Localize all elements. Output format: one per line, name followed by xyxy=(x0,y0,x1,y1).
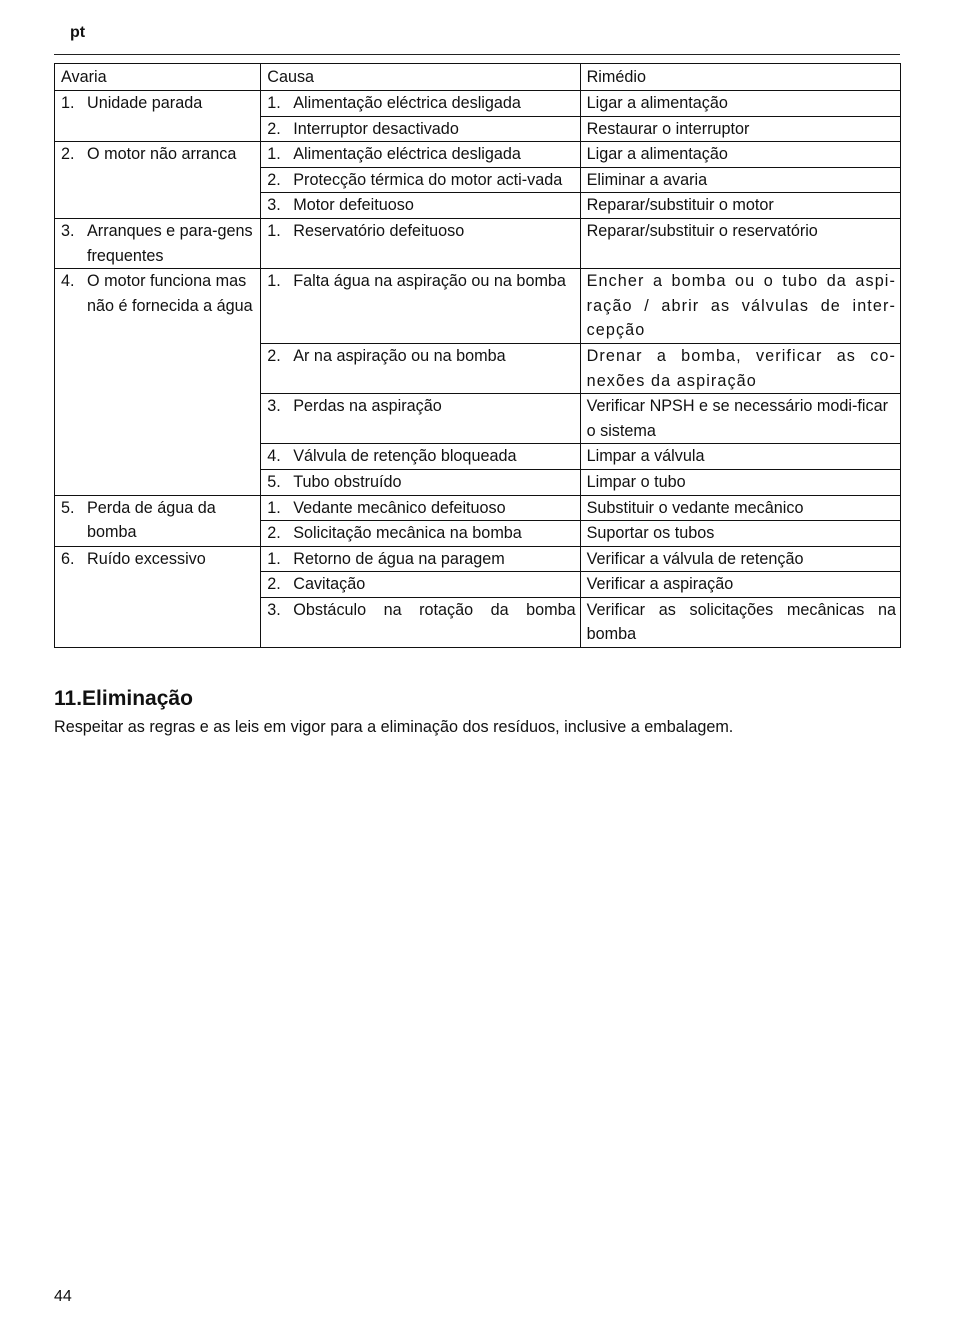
fault-cell xyxy=(55,495,261,546)
cause-number: 1. xyxy=(267,221,281,240)
remedy-cell: Verificar as solicitações mecânicas na bomba xyxy=(580,597,900,647)
fault-text: Arranques e para-gens frequentes xyxy=(87,221,253,265)
cause-cell xyxy=(261,269,580,344)
cause-number: 2. xyxy=(267,170,281,189)
page-number: 44 xyxy=(54,1288,72,1305)
fault-number: 2. xyxy=(61,145,75,164)
section-title: 11.Eliminação xyxy=(54,687,193,710)
header-causa: Causa xyxy=(261,64,580,91)
cause-number: 4. xyxy=(267,447,281,466)
remedy-cell: Reparar/substituir o reservatório xyxy=(580,218,900,268)
cause-cell xyxy=(261,546,580,572)
remedy-cell: Restaurar o interruptor xyxy=(580,116,900,142)
cause-text: Falta água na aspiração ou na bomba xyxy=(293,272,566,291)
cause-cell xyxy=(261,343,580,393)
cause-number: 5. xyxy=(267,472,281,491)
cause-cell xyxy=(261,444,580,470)
fault-cell xyxy=(55,269,261,495)
cause-text: Vedante mecânico defeituoso xyxy=(293,498,506,517)
cause-cell xyxy=(261,218,580,268)
cause-text: Retorno de água na paragem xyxy=(293,549,505,568)
table-row xyxy=(55,495,901,521)
troubleshooting-table xyxy=(54,63,901,648)
table-header-row xyxy=(55,64,901,91)
cause-text: Interruptor desactivado xyxy=(293,119,459,138)
cause-text: Cavitação xyxy=(293,575,366,594)
language-code: pt xyxy=(70,24,86,41)
remedy-cell: Reparar/substituir o motor xyxy=(580,193,900,219)
remedy-cell: Verificar a válvula de retenção xyxy=(580,546,900,572)
cause-cell xyxy=(261,394,580,444)
remedy-cell: Drenar a bomba, verificar as co-nexões da aspiração xyxy=(580,343,900,393)
remedy-cell: Suportar os tubos xyxy=(580,521,900,547)
cause-text: Motor defeituoso xyxy=(293,196,414,215)
cause-text: Alimentação eléctrica desligada xyxy=(293,145,521,164)
cause-cell xyxy=(261,521,580,547)
cause-text: Protecção térmica do motor acti-vada xyxy=(293,170,563,189)
remedy-cell: Limpar a válvula xyxy=(580,444,900,470)
cause-cell xyxy=(261,469,580,495)
remedy-cell: Limpar o tubo xyxy=(580,469,900,495)
fault-number: 3. xyxy=(61,221,75,240)
cause-number: 2. xyxy=(267,575,281,594)
fault-cell xyxy=(55,91,261,142)
remedy-cell: Eliminar a avaria xyxy=(580,167,900,193)
cause-text: Válvula de retenção bloqueada xyxy=(293,447,517,466)
cause-number: 3. xyxy=(267,196,281,215)
cause-number: 1. xyxy=(267,145,281,164)
table-row xyxy=(55,218,901,268)
cause-text: Alimentação eléctrica desligada xyxy=(293,94,521,112)
cause-cell xyxy=(261,572,580,598)
cause-cell xyxy=(261,142,580,168)
table-row xyxy=(55,91,901,117)
section-body: Respeitar as regras e as leis em vigor para a eliminação dos resíduos, inclusive a embalagem. xyxy=(54,718,734,736)
cause-number: 3. xyxy=(267,600,281,619)
fault-cell xyxy=(55,218,261,268)
cause-text: Reservatório defeituoso xyxy=(293,221,465,240)
fault-text: O motor funciona mas não é fornecida a água xyxy=(87,272,253,315)
fault-cell xyxy=(55,546,261,647)
cause-cell xyxy=(261,91,580,117)
cause-cell xyxy=(261,495,580,521)
table-row xyxy=(55,142,901,168)
cause-text: Tubo obstruído xyxy=(293,472,402,491)
header-avaria: Avaria xyxy=(55,64,261,91)
fault-text: Unidade parada xyxy=(87,94,203,112)
fault-cell xyxy=(55,142,261,219)
table-row xyxy=(55,546,901,572)
fault-number: 4. xyxy=(61,272,75,291)
cause-number: 1. xyxy=(267,94,281,112)
remedy-cell: Substituir o vedante mecânico xyxy=(580,495,900,521)
cause-text: Solicitação mecânica na bomba xyxy=(293,524,522,543)
cause-number: 2. xyxy=(267,346,281,365)
cause-text: Obstáculo na rotação da bomba xyxy=(293,600,576,619)
cause-cell xyxy=(261,597,580,647)
cause-cell xyxy=(261,167,580,193)
cause-cell xyxy=(261,193,580,219)
cause-cell xyxy=(261,116,580,142)
cause-number: 1. xyxy=(267,549,281,568)
fault-text: Ruído excessivo xyxy=(87,549,206,568)
remedy-cell: Encher a bomba ou o tubo da aspi-ração / abrir as válvulas de inter-cepção xyxy=(580,269,900,344)
fault-number: 1. xyxy=(61,94,75,112)
remedy-cell: Verificar a aspiração xyxy=(580,572,900,598)
cause-number: 1. xyxy=(267,272,281,291)
fault-number: 6. xyxy=(61,549,75,568)
remedy-cell: Verificar NPSH e se necessário modi-ficar o sistema xyxy=(580,394,900,444)
cause-number: 3. xyxy=(267,397,281,416)
header-remedio: Rimédio xyxy=(580,64,900,91)
cause-number: 1. xyxy=(267,498,281,517)
remedy-cell: Ligar a alimentação xyxy=(580,91,900,117)
header-rule xyxy=(54,54,900,55)
fault-text: Perda de água da bomba xyxy=(87,498,216,542)
table-row xyxy=(55,269,901,344)
cause-text: Perdas na aspiração xyxy=(293,397,442,416)
fault-text: O motor não arranca xyxy=(87,145,237,164)
remedy-cell: Ligar a alimentação xyxy=(580,142,900,168)
fault-number: 5. xyxy=(61,498,75,517)
cause-text: Ar na aspiração ou na bomba xyxy=(293,346,506,365)
cause-number: 2. xyxy=(267,119,281,138)
cause-number: 2. xyxy=(267,524,281,543)
